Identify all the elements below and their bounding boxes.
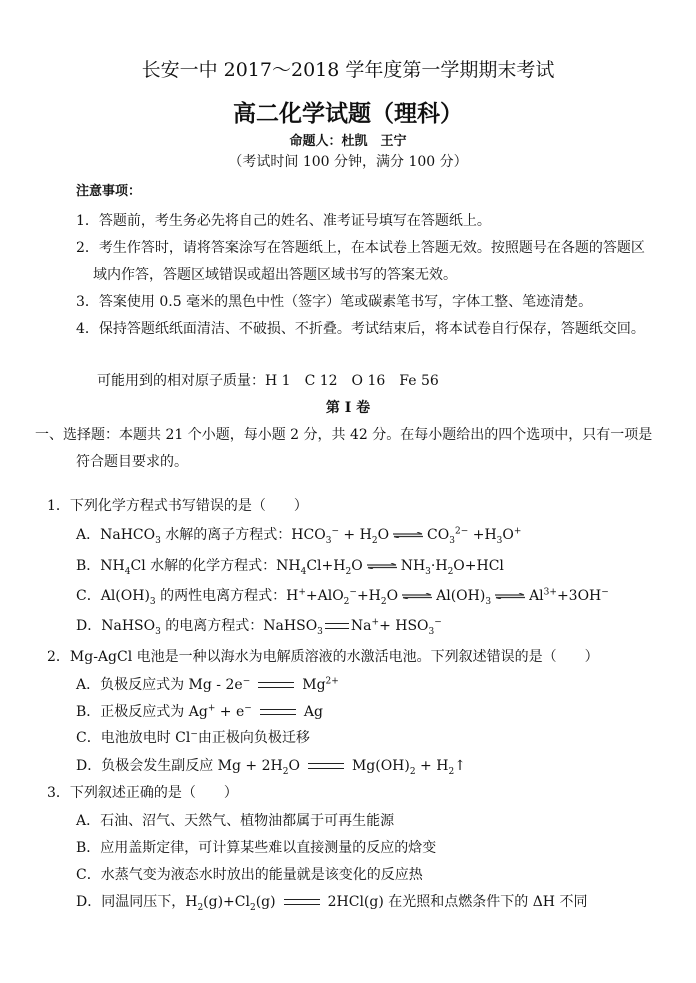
reversible-arrow-icon xyxy=(401,593,433,599)
equals-sign-icon xyxy=(258,682,294,688)
q1-option-c: C．$Al(OH)_3$ 的两性电离方程式：$H^++AlO_2^-+H_2O$ $Al(OH)_3$ $Al^{3+}+3OH^-$ xyxy=(76,587,609,607)
reversible-arrow-icon xyxy=(392,532,424,538)
notice-item-3: 3．答案使用 0.5 毫米的黑色中性（签字）笔或碳素笔书写，字体工整、笔迹清楚。 xyxy=(76,294,593,310)
q2-option-d: D．负极会发生副反应 $Mg + 2H_2O$ $Mg(OH)_2$ + $H_2↑$ xyxy=(76,758,466,777)
authors: 命题人：杜凯 王宁 xyxy=(289,134,407,149)
q2-option-c: C．电池放电时 Cl−由正极向负极迁移 xyxy=(76,729,310,746)
volume-heading: 第 I 卷 xyxy=(325,400,371,416)
q3-option-b: B．应用盖斯定律，可计算某些难以直接测量的反应的焓变 xyxy=(76,840,437,856)
q3-option-d: D．同温同压下，$H_2(g)+Cl_2(g)$ 2HCl(g) 在光照和点燃条件下的 ΔH 不同 xyxy=(76,894,588,913)
q1-option-a: A．NaHCO$_3$ 水解的离子方程式：$HCO_3^- + H_2O$ $CO_3^{2-} +H_3O^+$ xyxy=(76,526,522,546)
equals-sign-icon xyxy=(284,899,320,905)
q3-option-a: A．石油、沼气、天然气、植物油都属于可再生能源 xyxy=(76,813,395,829)
notice-item-2-cont: 域内作答，答题区域错误或超出答题区域书写的答案无效。 xyxy=(93,267,457,283)
notice-heading: 注意事项： xyxy=(76,184,142,199)
notice-item-4: 4．保持答题纸纸面清洁、不破损、不折叠。考试结束后，将本试卷自行保存，答题纸交回。 xyxy=(76,321,645,337)
atomic-masses: 可能用到的相对原子质量：H 1 C 12 O 16 Fe 56 xyxy=(97,373,439,389)
section1-instructions: 一、选择题：本题共 21 个小题，每小题 2 分，共 42 分。在每小题给出的四个选项中，只有一项是 xyxy=(35,427,653,443)
reversible-arrow-icon xyxy=(494,593,526,599)
reversible-arrow-icon xyxy=(366,563,398,569)
subject-title: 高二化学试题（理科） xyxy=(233,100,463,127)
exam-title: 长安一中 2017～2018 学年度第一学期期末考试 xyxy=(141,59,555,81)
equals-sign-icon xyxy=(325,623,349,629)
q3-stem: 3．下列叙述正确的是（ ） xyxy=(47,785,238,801)
q2-stem: 2．Mg-AgCl 电池是一种以海水为电解质溶液的水激活电池。下列叙述错误的是（ ） xyxy=(47,649,599,665)
equals-sign-icon xyxy=(308,763,344,769)
exam-time-info: （考试时间 100 分钟，满分 100 分） xyxy=(228,154,468,170)
q1-option-d: D．NaHSO$_3$ 的电离方程式：NaHSO$_3$ $Na^++ HSO_3^-$ xyxy=(76,617,442,637)
notice-item-2: 2．考生作答时，请将答案涂写在答题纸上，在本试卷上答题无效。按照题号在各题的答题区 xyxy=(76,240,645,256)
q1-option-b: B．$NH_4Cl$ 水解的化学方程式：$NH_4Cl+H_2O$ $NH_3\cdot H_2O+HCl$ xyxy=(76,558,504,577)
section1-instructions-cont: 符合题目要求的。 xyxy=(76,454,188,470)
notice-item-1: 1．答题前，考生务必先将自己的姓名、准考证号填写在答题纸上。 xyxy=(76,213,491,229)
equals-sign-icon xyxy=(260,709,296,715)
q2-option-a: A．负极反应式为 Mg - 2e− $Mg^{2+}$ xyxy=(76,676,339,693)
q3-option-c: C．水蒸气变为液态水时放出的能量就是该变化的反应热 xyxy=(76,867,423,883)
q2-option-b: B．正极反应式为 Ag+ + e− Ag xyxy=(76,703,323,720)
q1-stem: 1．下列化学方程式书写错误的是（ ） xyxy=(47,498,308,514)
